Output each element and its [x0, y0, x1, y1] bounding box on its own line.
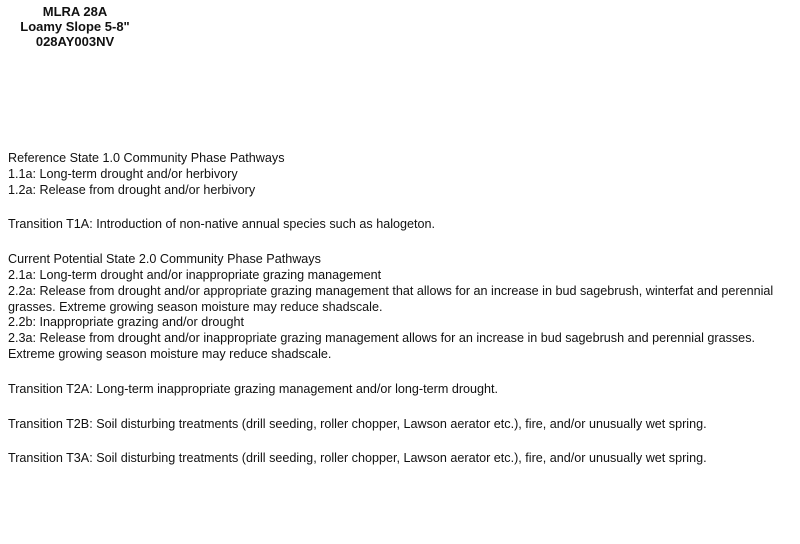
transition-t1a-section [8, 217, 793, 233]
ecosite-id: 028AY003NV [35, 34, 115, 49]
pathway-2-2a: 2.2a: Release from drought and/or appropriate grazing management that allows for an increase in bud sagebrush, winterfat and perennial grasses. Extreme growing season moisture may reduce shadscale. [8, 283, 774, 314]
transition-t2b: Transition T2B: Soil disturbing treatments (drill seeding, roller chopper, Lawson aerator etc.), fire, and/or unusually wet spring. [8, 416, 707, 431]
transition-t2b-section [8, 417, 793, 433]
reference-state-title: Reference State 1.0 Community Phase Pathways [8, 151, 285, 165]
transition-t2a-section [8, 382, 793, 398]
current-state-section [8, 252, 793, 363]
ecosite-name: Loamy Slope 5-8" [20, 19, 130, 34]
transition-t3a-section [8, 451, 793, 467]
transition-t1a: Transition T1A: Introduction of non-native annual species such as halogeton. [8, 217, 436, 232]
pathway-1-1a: 1.1a: Long-term drought and/or herbivory [8, 166, 238, 181]
transition-t2a: Transition T2A: Long-term inappropriate grazing management and/or long-term drought. [8, 381, 499, 396]
mlra-label: MLRA 28A [42, 4, 108, 19]
site-header [0, 0, 150, 49]
document-body [8, 151, 793, 467]
pathway-2-3a: 2.3a: Release from drought and/or inappropriate grazing management allows for an increase in bud sagebrush and perennial grasses. Extreme growing season moisture may reduce shadscale. [8, 331, 755, 361]
reference-state-section [8, 151, 793, 198]
current-state-title: Current Potential State 2.0 Community Phase Pathways [8, 252, 321, 267]
pathway-2-2b: 2.2b: Inappropriate grazing and/or drought [8, 315, 244, 330]
pathway-1-2a: 1.2a: Release from drought and/or herbivory [8, 182, 256, 197]
pathway-2-1a: 2.1a: Long-term drought and/or inappropriate grazing management [8, 267, 382, 282]
transition-t3a: Transition T3A: Soil disturbing treatments (drill seeding, roller chopper, Lawson aerator etc.), fire, and/or unusually wet spring. [8, 451, 707, 466]
